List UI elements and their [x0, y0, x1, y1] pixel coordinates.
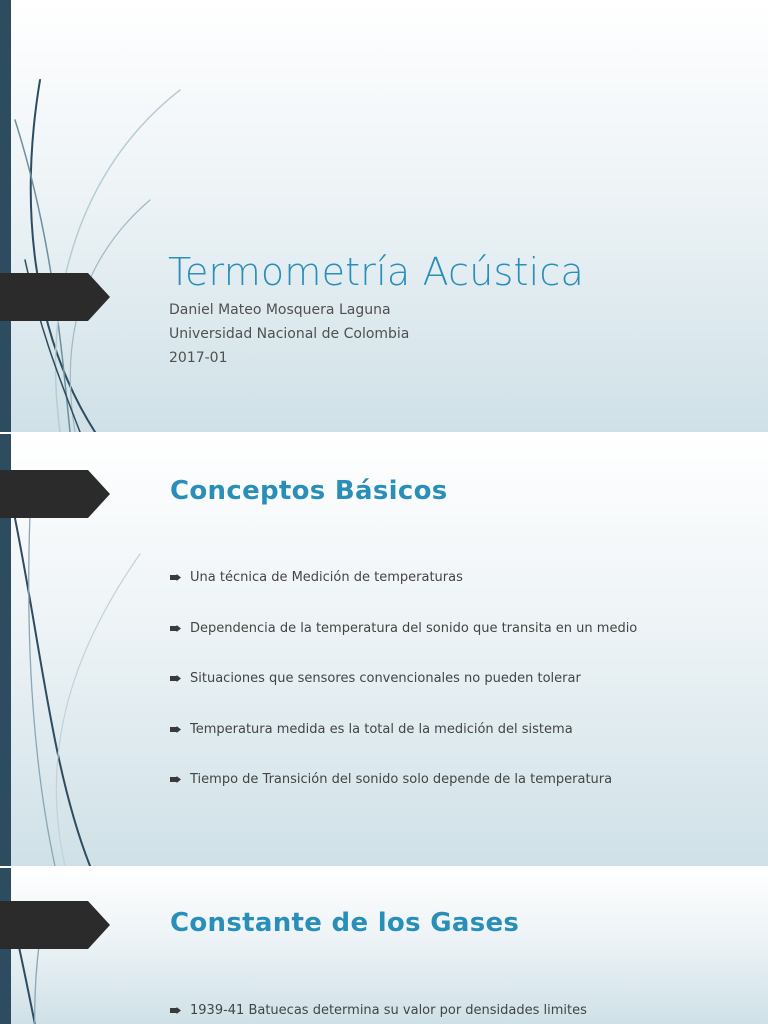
slide-constante-gases [0, 868, 768, 1024]
list-item [170, 1003, 587, 1018]
list-item-text: Tiempo de Transición del sonido solo depende de la temperatura [190, 772, 613, 787]
list-item [170, 671, 581, 686]
arrow-tab-icon [0, 273, 110, 321]
arrow-bullet-icon [170, 726, 181, 733]
arrow-bullet-icon [170, 625, 181, 632]
decorative-curves [0, 868, 768, 1024]
list-item-text: 1939-41 Batuecas determina su valor por densidades limites [190, 1003, 587, 1018]
list-item-text: Situaciones que sensores convencionales no pueden tolerar [190, 671, 581, 686]
slide-title-page [0, 0, 768, 432]
presentation-title: Termometría Acústica [168, 250, 584, 294]
list-item [170, 570, 463, 585]
list-item-text: Temperatura medida es la total de la medición del sistema [190, 722, 573, 737]
institution-name: Universidad Nacional de Colombia [169, 326, 410, 342]
arrow-bullet-icon [170, 675, 181, 682]
list-item-text: Dependencia de la temperatura del sonido que transita en un medio [190, 621, 638, 636]
arrow-bullet-icon [170, 1007, 181, 1014]
decorative-curves [0, 0, 768, 432]
slide-heading: Constante de los Gases [170, 908, 520, 938]
slide-heading: Conceptos Básicos [170, 476, 448, 506]
list-item [170, 772, 612, 787]
list-item [170, 621, 637, 636]
arrow-tab-icon [0, 901, 110, 949]
arrow-bullet-icon [170, 776, 181, 783]
list-item [170, 722, 573, 737]
author-name: Daniel Mateo Mosquera Laguna [169, 302, 391, 318]
slide-conceptos-basicos [0, 434, 768, 866]
arrow-tab-icon [0, 470, 110, 518]
list-item-text: Una técnica de Medición de temperaturas [190, 570, 463, 585]
slide-sidebar [0, 0, 11, 432]
arrow-bullet-icon [170, 574, 181, 581]
semester-label: 2017-01 [169, 350, 228, 366]
